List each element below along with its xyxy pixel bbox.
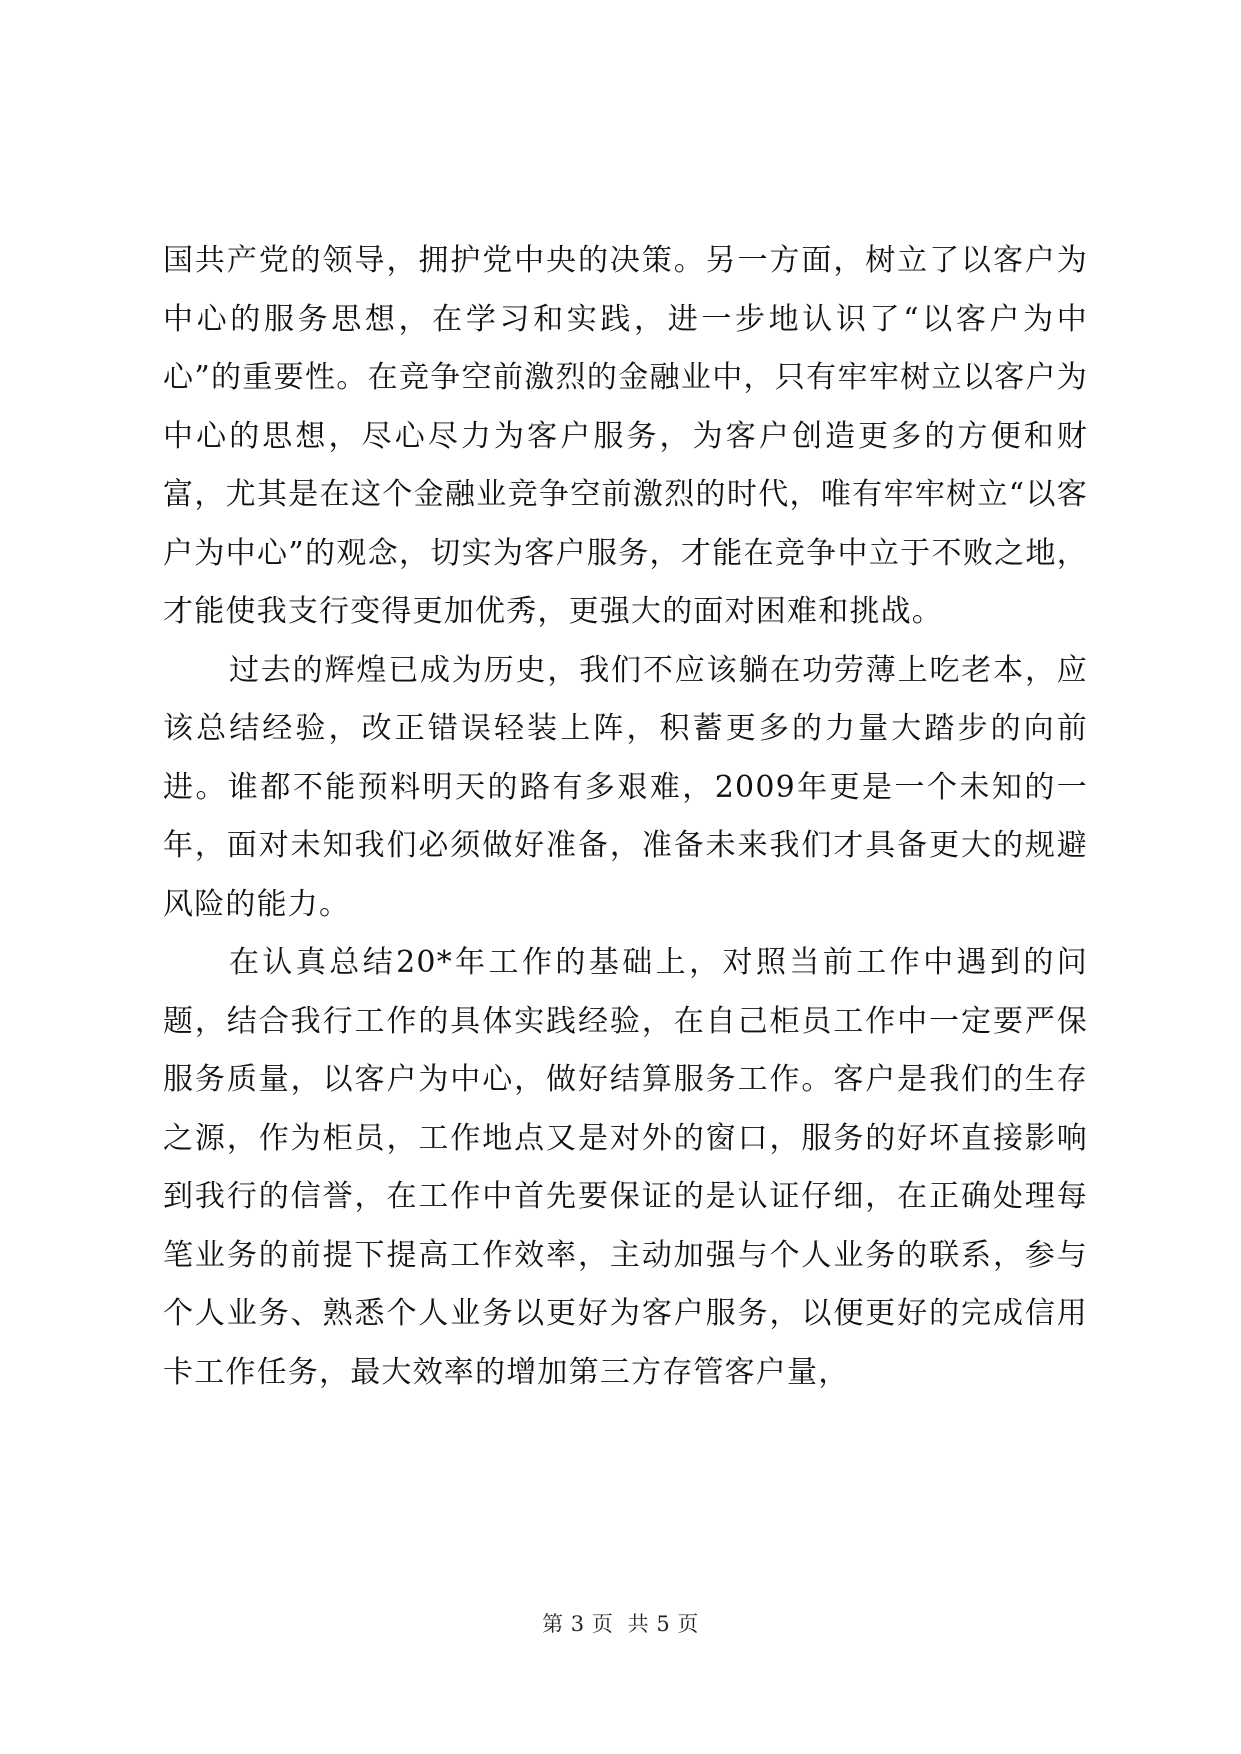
page-number-label: 第 3 页 共 5 页 (542, 1612, 699, 1636)
document-body (163, 232, 1088, 1402)
paragraph-2: 过去的辉煌已成为历史，我们不应该躺在功劳薄上吃老本，应该总结经验，改正错误轻装上阵，积蓄更多的力量大踏步的向前进。谁都不能预料明天的路有多艰难，2009年更是一个未知的一年，面对未知我们必须做好准备，准备未来我们才具备更大的规避风险的能力。 (163, 652, 1088, 922)
paragraph-3: 在认真总结20*年工作的基础上，对照当前工作中遇到的问题，结合我行工作的具体实践经验，在自己柜员工作中一定要严保服务质量，以客户为中心，做好结算服务工作。客户是我们的生存之源，作为柜员，工作地点又是对外的窗口，服务的好坏直接影响到我行的信誉，在工作中首先要保证的是认证仔细，在正确处理每笔业务的前提下提高工作效率，主动加强与个人业务的联系，参与个人业务、熟悉个人业务以更好为客户服务，以便更好的完成信用卡工作任务，最大效率的增加第三方存管客户量， (163, 945, 1088, 1390)
page-footer (0, 1608, 1241, 1638)
paragraph-1: 国共产党的领导，拥护党中央的决策。另一方面，树立了以客户为中心的服务思想，在学习和实践，进一步地认识了“以客户为中心”的重要性。在竞争空前激烈的金融业中，只有牢牢树立以客户为中心的思想，尽心尽力为客户服务，为客户创造更多的方便和财富，尤其是在这个金融业竞争空前激烈的时代，唯有牢牢树立“以客户为中心”的观念，切实为客户服务，才能在竞争中立于不败之地，才能使我支行变得更加优秀，更强大的面对困难和挑战。 (163, 243, 1088, 629)
